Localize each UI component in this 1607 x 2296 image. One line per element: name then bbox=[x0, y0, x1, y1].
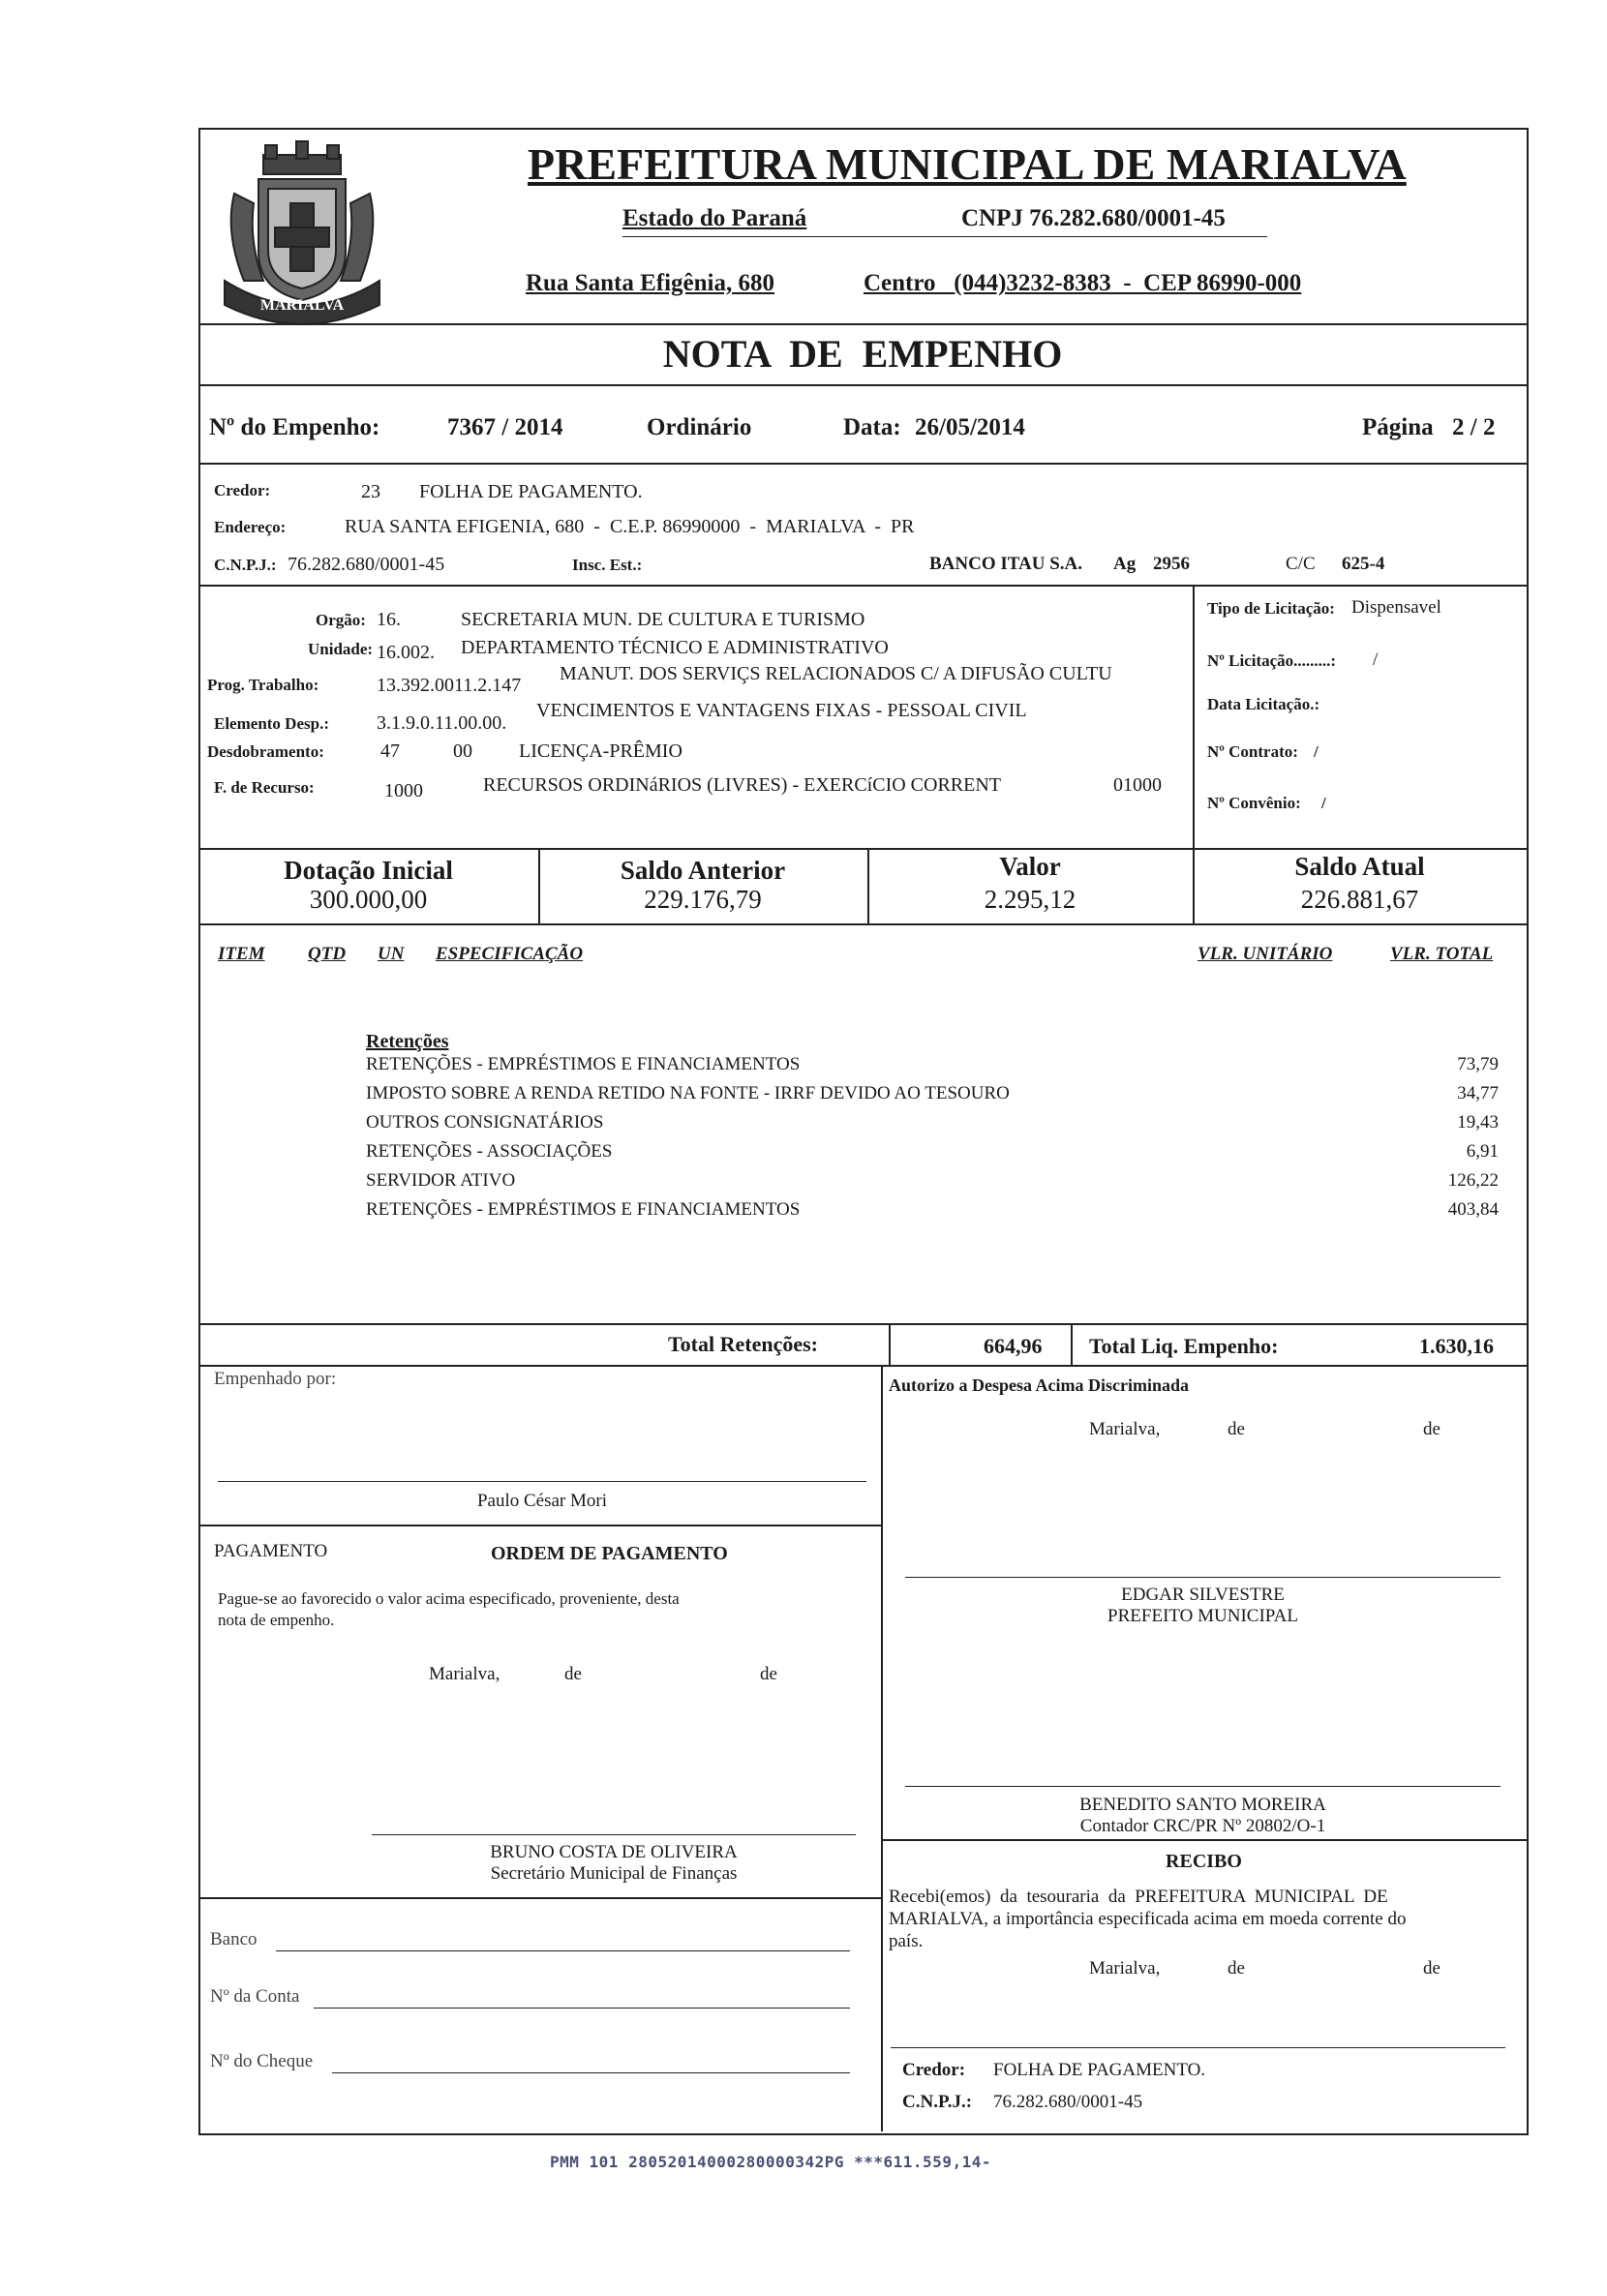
contrato-value: / bbox=[1314, 742, 1319, 761]
cc-number: 625-4 bbox=[1342, 554, 1385, 574]
autorizo-text: Autorizo a Despesa Acima Discriminada bbox=[889, 1375, 1189, 1395]
divider bbox=[198, 323, 1527, 325]
divider bbox=[198, 1897, 882, 1899]
recurso-extra: 01000 bbox=[1113, 774, 1162, 796]
total-retencoes-label: Total Retenções: bbox=[668, 1332, 818, 1356]
recibo-cnpj-label: C.N.P.J.: bbox=[902, 2092, 973, 2112]
saldo-atual-label: Saldo Atual bbox=[1294, 852, 1425, 881]
cheque-field-line bbox=[332, 2072, 850, 2073]
financas-title: Secretário Municipal de Finanças bbox=[490, 1863, 738, 1884]
empenho-date: 26/05/2014 bbox=[915, 414, 1025, 440]
prefeito-name: EDGAR SILVESTRE bbox=[1121, 1585, 1285, 1605]
page-number: 2 / 2 bbox=[1452, 414, 1496, 440]
recibo-de: de bbox=[1228, 1958, 1245, 1979]
recibo-credor-name: FOLHA DE PAGAMENTO. bbox=[993, 2060, 1206, 2080]
saldo-anterior-label: Saldo Anterior bbox=[620, 856, 786, 885]
dotacao-label: Dotação Inicial bbox=[284, 856, 453, 885]
desdobramento-label: Desdobramento: bbox=[207, 742, 324, 761]
credor-label: Credor: bbox=[214, 481, 271, 499]
unidade-code: 16.002. bbox=[377, 642, 435, 663]
contrato-label: Nº Contrato: bbox=[1207, 742, 1298, 761]
orgao-name: SECRETARIA MUN. DE CULTURA E TURISMO bbox=[461, 609, 865, 630]
empenhado-por-name: Paulo César Mori bbox=[476, 1491, 608, 1511]
retencao-desc: RETENÇÕES - EMPRÉSTIMOS E FINANCIAMENTOS bbox=[366, 1054, 801, 1074]
conta-field-line bbox=[314, 2008, 850, 2009]
retencao-value: 19,43 bbox=[1457, 1112, 1499, 1133]
coat-of-arms-icon bbox=[205, 136, 399, 329]
desdobramento-sub: 00 bbox=[453, 740, 472, 762]
divider bbox=[198, 1365, 1527, 1367]
totals-divider bbox=[889, 1323, 891, 1366]
recurso-label: F. de Recurso: bbox=[214, 778, 315, 797]
item-column-header: ITEM bbox=[218, 944, 265, 964]
recibo-place: Marialva, bbox=[1089, 1958, 1161, 1979]
credor-cnpj: 76.282.680/0001-45 bbox=[288, 554, 445, 575]
header-cnpj: CNPJ 76.282.680/0001-45 bbox=[961, 205, 1226, 231]
elemento-name: VENCIMENTOS E VANTAGENS FIXAS - PESSOAL CIVIL bbox=[536, 700, 1027, 721]
cc-label: C/C bbox=[1286, 554, 1316, 574]
pague-de: de bbox=[760, 1664, 777, 1684]
empenho-number-label: Nº do Empenho: bbox=[209, 414, 380, 440]
pague-de: de bbox=[564, 1664, 582, 1684]
signature-split bbox=[881, 1365, 883, 2131]
licitacao-divider bbox=[1193, 585, 1195, 850]
autorizo-place: Marialva, bbox=[1089, 1419, 1161, 1439]
contador-name: BENEDITO SANTO MOREIRA bbox=[1079, 1795, 1326, 1815]
recurso-name: RECURSOS ORDINáRIOS (LIVRES) - EXERCíCIO CORRENT bbox=[483, 774, 1002, 796]
signature-line bbox=[905, 1786, 1501, 1787]
header-address: Rua Santa Efigênia, 680 bbox=[526, 270, 774, 296]
retencao-desc: RETENÇÕES - EMPRÉSTIMOS E FINANCIAMENTOS bbox=[366, 1199, 801, 1220]
retencao-value: 34,77 bbox=[1457, 1083, 1499, 1103]
retencoes-title: Retenções bbox=[366, 1031, 449, 1052]
retencao-desc: SERVIDOR ATIVO bbox=[366, 1170, 516, 1191]
convenio-value: / bbox=[1321, 794, 1326, 812]
licitacao-type-label: Tipo de Licitação: bbox=[1207, 599, 1335, 618]
un-column-header: UN bbox=[378, 944, 405, 964]
unidade-name: DEPARTAMENTO TÉCNICO E ADMINISTRATIVO bbox=[461, 637, 889, 658]
empenho-type: Ordinário bbox=[647, 414, 752, 440]
signature-line bbox=[218, 1481, 866, 1482]
autorizo-de: de bbox=[1423, 1419, 1440, 1439]
retencao-value: 403,84 bbox=[1447, 1199, 1499, 1220]
pague-text: nota de empenho. bbox=[218, 1611, 335, 1629]
empenhado-por-label: Empenhado por: bbox=[214, 1369, 337, 1389]
financas-name: BRUNO COSTA DE OLIVEIRA bbox=[490, 1842, 738, 1862]
page-label: Página bbox=[1362, 414, 1434, 440]
desdobramento-code: 47 bbox=[380, 740, 400, 762]
prog-trabalho-name: MANUT. DOS SERVIÇS RELACIONADOS C/ A DIFUSÃO CULTU bbox=[560, 663, 1112, 684]
credor-name: FOLHA DE PAGAMENTO. bbox=[419, 481, 643, 502]
orgao-label: Orgão: bbox=[316, 611, 366, 629]
elemento-code: 3.1.9.0.11.00.00. bbox=[377, 712, 507, 734]
total-liquido-label: Total Liq. Empenho: bbox=[1089, 1334, 1279, 1358]
document-title: NOTA DE EMPENHO bbox=[662, 332, 1063, 376]
qtd-column-header: QTD bbox=[308, 944, 347, 964]
header-contact: Centro (044)3232-8383 - CEP 86990-000 bbox=[864, 270, 1302, 296]
divider bbox=[198, 848, 1527, 850]
prefeito-title: PREFEITO MUNICIPAL bbox=[1107, 1606, 1298, 1626]
retencao-desc: OUTROS CONSIGNATÁRIOS bbox=[366, 1112, 604, 1133]
recibo-text: Recebi(emos) da tesouraria da PREFEITURA MUNICIPAL DE bbox=[889, 1887, 1388, 1907]
autorizo-de: de bbox=[1228, 1419, 1245, 1439]
pague-place: Marialva, bbox=[429, 1664, 500, 1684]
licitacao-type: Dispensavel bbox=[1351, 597, 1441, 618]
credor-address: RUA SANTA EFIGENIA, 680 - C.E.P. 86990000 - MARIALVA - PR bbox=[345, 516, 915, 537]
total-value-column-header: VLR. TOTAL bbox=[1390, 944, 1494, 964]
empenho-date-label: Data: bbox=[843, 414, 901, 440]
dotacao-value: 300.000,00 bbox=[309, 885, 428, 914]
desdobramento-name: LICENÇA-PRÊMIO bbox=[519, 740, 682, 762]
recibo-de: de bbox=[1423, 1958, 1440, 1979]
divider bbox=[881, 1839, 1527, 1841]
divider bbox=[198, 384, 1527, 386]
licitacao-number-label: Nº Licitação.........: bbox=[1207, 651, 1337, 670]
municipality-title: PREFEITURA MUNICIPAL DE MARIALVA bbox=[528, 139, 1407, 189]
cheque-label: Nº do Cheque bbox=[210, 2051, 314, 2071]
convenio-label: Nº Convênio: bbox=[1207, 794, 1301, 812]
valor-value: 2.295,12 bbox=[984, 885, 1076, 914]
retencao-value: 73,79 bbox=[1457, 1054, 1499, 1074]
recibo-text: país. bbox=[889, 1931, 924, 1951]
credor-code: 23 bbox=[361, 481, 380, 502]
retencao-value: 126,22 bbox=[1447, 1170, 1499, 1191]
divider bbox=[198, 1525, 882, 1526]
spec-column-header: ESPECIFICAÇÃO bbox=[436, 944, 584, 964]
divider bbox=[198, 923, 1527, 925]
banco-label: Banco bbox=[210, 1929, 258, 1949]
cnpj-label: C.N.P.J.: bbox=[214, 556, 277, 574]
recibo-title: RECIBO bbox=[1166, 1851, 1242, 1872]
signature-line bbox=[891, 2047, 1505, 2048]
agency-number: 2956 bbox=[1153, 554, 1190, 574]
municipal-seal bbox=[205, 136, 399, 329]
signature-line bbox=[905, 1577, 1501, 1578]
divider bbox=[198, 585, 1527, 587]
unit-value-column-header: VLR. UNITÁRIO bbox=[1198, 944, 1333, 964]
pagamento-label: PAGAMENTO bbox=[214, 1541, 328, 1561]
contador-title: Contador CRC/PR Nº 20802/O-1 bbox=[1079, 1816, 1326, 1836]
address-label: Endereço: bbox=[214, 518, 287, 536]
divider bbox=[198, 463, 1527, 465]
unidade-label: Unidade: bbox=[308, 640, 374, 658]
orgao-code: 16. bbox=[377, 609, 401, 630]
agency-label: Ag bbox=[1113, 554, 1137, 574]
bank-name: BANCO ITAU S.A. bbox=[929, 554, 1083, 574]
processing-stamp: PMM 101 28052014000280000342PG ***611.559,14- bbox=[550, 2153, 991, 2171]
empenho-number: 7367 / 2014 bbox=[447, 414, 563, 440]
banco-field-line bbox=[276, 1950, 850, 1951]
recibo-text: MARIALVA, a importância especificada acima em moeda corrente do bbox=[889, 1909, 1407, 1929]
svg-text:MARIALVA: MARIALVA bbox=[259, 297, 345, 314]
prog-trabalho-label: Prog. Trabalho: bbox=[207, 676, 319, 694]
elemento-label: Elemento Desp.: bbox=[214, 714, 329, 733]
insc-est-label: Insc. Est.: bbox=[572, 556, 643, 574]
ordem-pagamento-label: ORDEM DE PAGAMENTO bbox=[491, 1543, 728, 1564]
saldo-atual-value: 226.881,67 bbox=[1300, 885, 1419, 914]
licitacao-date-label: Data Licitação.: bbox=[1207, 695, 1320, 713]
prog-trabalho-code: 13.392.0011.2.147 bbox=[377, 675, 522, 696]
pague-text: Pague-se ao favorecido o valor acima especificado, proveniente, desta bbox=[218, 1589, 680, 1608]
retencao-desc: RETENÇÕES - ASSOCIAÇÕES bbox=[366, 1141, 613, 1162]
retencao-value: 6,91 bbox=[1466, 1141, 1499, 1162]
recibo-cnpj: 76.282.680/0001-45 bbox=[993, 2092, 1143, 2112]
total-liquido-value: 1.630,16 bbox=[1419, 1334, 1494, 1358]
saldo-anterior-value: 229.176,79 bbox=[644, 885, 762, 914]
retencao-desc: IMPOSTO SOBRE A RENDA RETIDO NA FONTE - IRRF DEVIDO AO TESOURO bbox=[366, 1083, 1010, 1103]
valor-label: Valor bbox=[999, 852, 1061, 881]
recurso-code: 1000 bbox=[384, 780, 423, 801]
state-name: Estado do Paraná bbox=[622, 205, 807, 231]
state-underline bbox=[622, 236, 1267, 237]
divider bbox=[198, 1323, 1527, 1325]
total-retencoes-value: 664,96 bbox=[984, 1334, 1043, 1358]
signature-line bbox=[372, 1834, 856, 1835]
recibo-credor-label: Credor: bbox=[902, 2060, 966, 2080]
licitacao-number: / bbox=[1373, 650, 1379, 670]
totals-divider bbox=[1071, 1323, 1073, 1366]
conta-label: Nº da Conta bbox=[210, 1986, 300, 2007]
